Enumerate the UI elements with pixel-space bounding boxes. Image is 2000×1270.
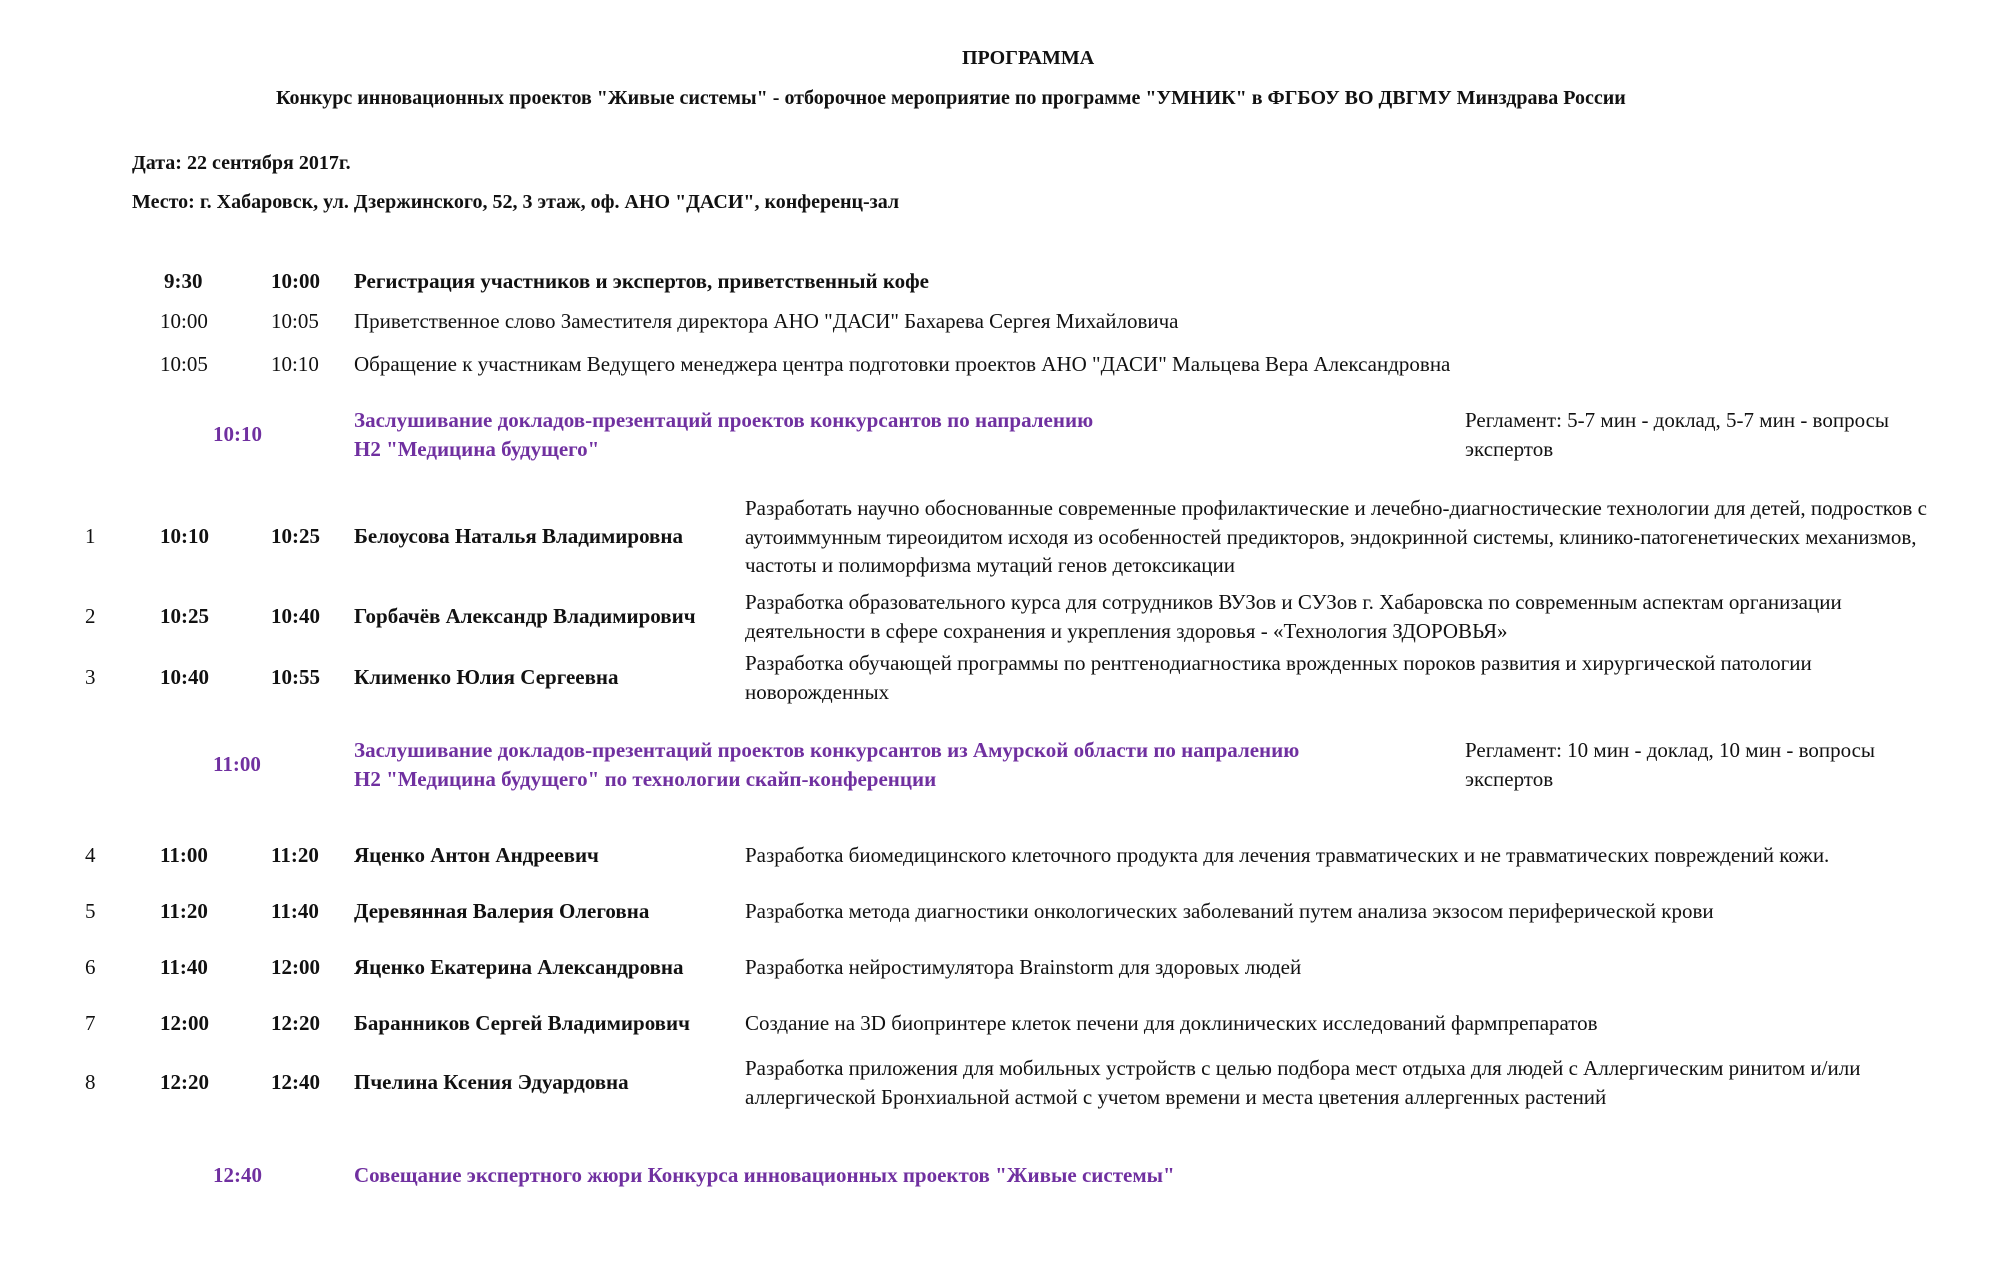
section-title: Заслушивание докладов-презентаций проектов конкурсантов из Амурской области по напралению	[354, 738, 1300, 762]
end-time: 12:00	[271, 955, 320, 979]
participant-name: Яценко Екатерина Александровна	[354, 955, 684, 979]
project-title: Разработка нейростимулятора Brainstorm для здоровых людей	[745, 955, 1302, 979]
row-number: 5	[85, 899, 96, 923]
end-time: 12:20	[271, 1011, 320, 1035]
closing-text: Совещание экспертного жюри Конкурса инновационных проектов "Живые системы"	[354, 1163, 1175, 1187]
end-time: 10:00	[271, 269, 320, 293]
end-time: 11:40	[271, 899, 319, 923]
project-title: Разработка метода диагностики онкологических заболеваний путем анализа экзосом периферической крови	[745, 899, 1714, 923]
row-number: 1	[85, 524, 96, 548]
end-time: 10:10	[271, 352, 319, 376]
participant-name: Белоусова Наталья Владимировна	[354, 524, 683, 548]
start-time: 12:20	[160, 1070, 209, 1094]
reglament: экспертов	[1465, 767, 1554, 791]
project-title: Разработка биомедицинского клеточного продукта для лечения травматических и не травматических повреждений кожи.	[745, 843, 1830, 867]
participant-name: Горбачёв Александр Владимирович	[354, 604, 696, 628]
start-time: 10:25	[160, 604, 209, 628]
participant-name: Яценко Антон Андреевич	[354, 843, 599, 867]
agenda-text: Регистрация участников и экспертов, приветственный кофе	[354, 269, 929, 293]
end-time: 10:55	[271, 665, 320, 689]
row-number: 3	[85, 665, 96, 689]
page-title: ПРОГРАММА	[962, 47, 1095, 69]
row-number: 6	[85, 955, 96, 979]
start-time: 10:40	[160, 665, 209, 689]
end-time: 12:40	[271, 1070, 320, 1094]
project-title: Разработка образовательного курса для сотрудников ВУЗов и СУЗов г. Хабаровска по современным аспектам организации деятельности в сфере сохранения и укрепления здоровья - «Технология ЗДОРОВЬЯ»	[745, 590, 1842, 643]
end-time: 10:25	[271, 524, 320, 548]
participant-name: Деревянная Валерия Олеговна	[354, 899, 650, 923]
row-number: 7	[85, 1011, 96, 1035]
start-time: 10:10	[160, 524, 209, 548]
row-number: 2	[85, 604, 96, 628]
start-time: 11:40	[160, 955, 208, 979]
start-time: 12:00	[160, 1011, 209, 1035]
agenda-text: Обращение к участникам Ведущего менеджера центра подготовки проектов АНО "ДАСИ" Мальцева Вера Александровна	[354, 352, 1451, 376]
start-time: 10:00	[160, 309, 208, 333]
start-time: 10:05	[160, 352, 208, 376]
start-time: 11:00	[160, 843, 208, 867]
project-title: Создание на 3D биопринтере клеток печени для доклинических исследований фармпрепаратов	[745, 1011, 1598, 1035]
section-time: 11:00	[213, 752, 261, 776]
participant-name: Баранников Сергей Владимирович	[354, 1011, 690, 1035]
section-title: Заслушивание докладов-презентаций проектов конкурсантов по напралению	[354, 408, 1094, 432]
participant-name: Клименко Юлия Сергеевна	[354, 665, 619, 689]
section-title: Н2 "Медицина будущего"	[354, 437, 600, 461]
project-title: Разработка приложения для мобильных устройств с целью подбора мест отдыха для людей с Аллергическим ринитом и/или аллергической Бронхиальной астмой с учетом времени и места цветения аллергенных растений	[745, 1056, 1861, 1109]
reglament: Регламент: 5-7 мин - доклад, 5-7 мин - вопросы	[1465, 408, 1890, 432]
reglament: Регламент: 10 мин - доклад, 10 мин - вопросы	[1465, 738, 1876, 762]
end-time: 10:05	[271, 309, 319, 333]
section-time: 10:10	[213, 422, 262, 446]
start-time: 9:30	[164, 269, 203, 293]
event-date: Дата: 22 сентября 2017г.	[132, 152, 351, 174]
row-number: 8	[85, 1070, 96, 1094]
row-number: 4	[85, 843, 96, 867]
event-place: Место: г. Хабаровск, ул. Дзержинского, 52, 3 этаж, оф. АНО "ДАСИ", конференц-зал	[132, 191, 900, 213]
reglament: экспертов	[1465, 437, 1554, 461]
closing-time: 12:40	[213, 1163, 262, 1187]
agenda-text: Приветственное слово Заместителя директора АНО "ДАСИ" Бахарева Сергея Михайловича	[354, 309, 1179, 333]
participant-name: Пчелина Ксения Эдуардовна	[354, 1070, 629, 1094]
project-title: Разработка обучающей программы по рентгенодиагностика врожденных пороков развития и хирургической патологии новорожденных	[745, 651, 1812, 704]
project-title: Разработать научно обоснованные современные профилактические и лечебно-диагностические технологии для детей, подростков с аутоиммунным тиреоидитом исходя из особенностей предикторов, эндокринной системы, клинико-патогенетических механизмов, частоты и полиморфизма мутаций генов детоксикации	[745, 496, 1927, 577]
end-time: 10:40	[271, 604, 320, 628]
end-time: 11:20	[271, 843, 319, 867]
page-subtitle: Конкурс инновационных проектов "Живые системы" - отборочное мероприятие по программе "УМНИК" в ФГБОУ ВО ДВГМУ Минздрава России	[276, 87, 1626, 109]
section-title: Н2 "Медицина будущего" по технологии скайп-конференции	[354, 767, 937, 791]
start-time: 11:20	[160, 899, 208, 923]
